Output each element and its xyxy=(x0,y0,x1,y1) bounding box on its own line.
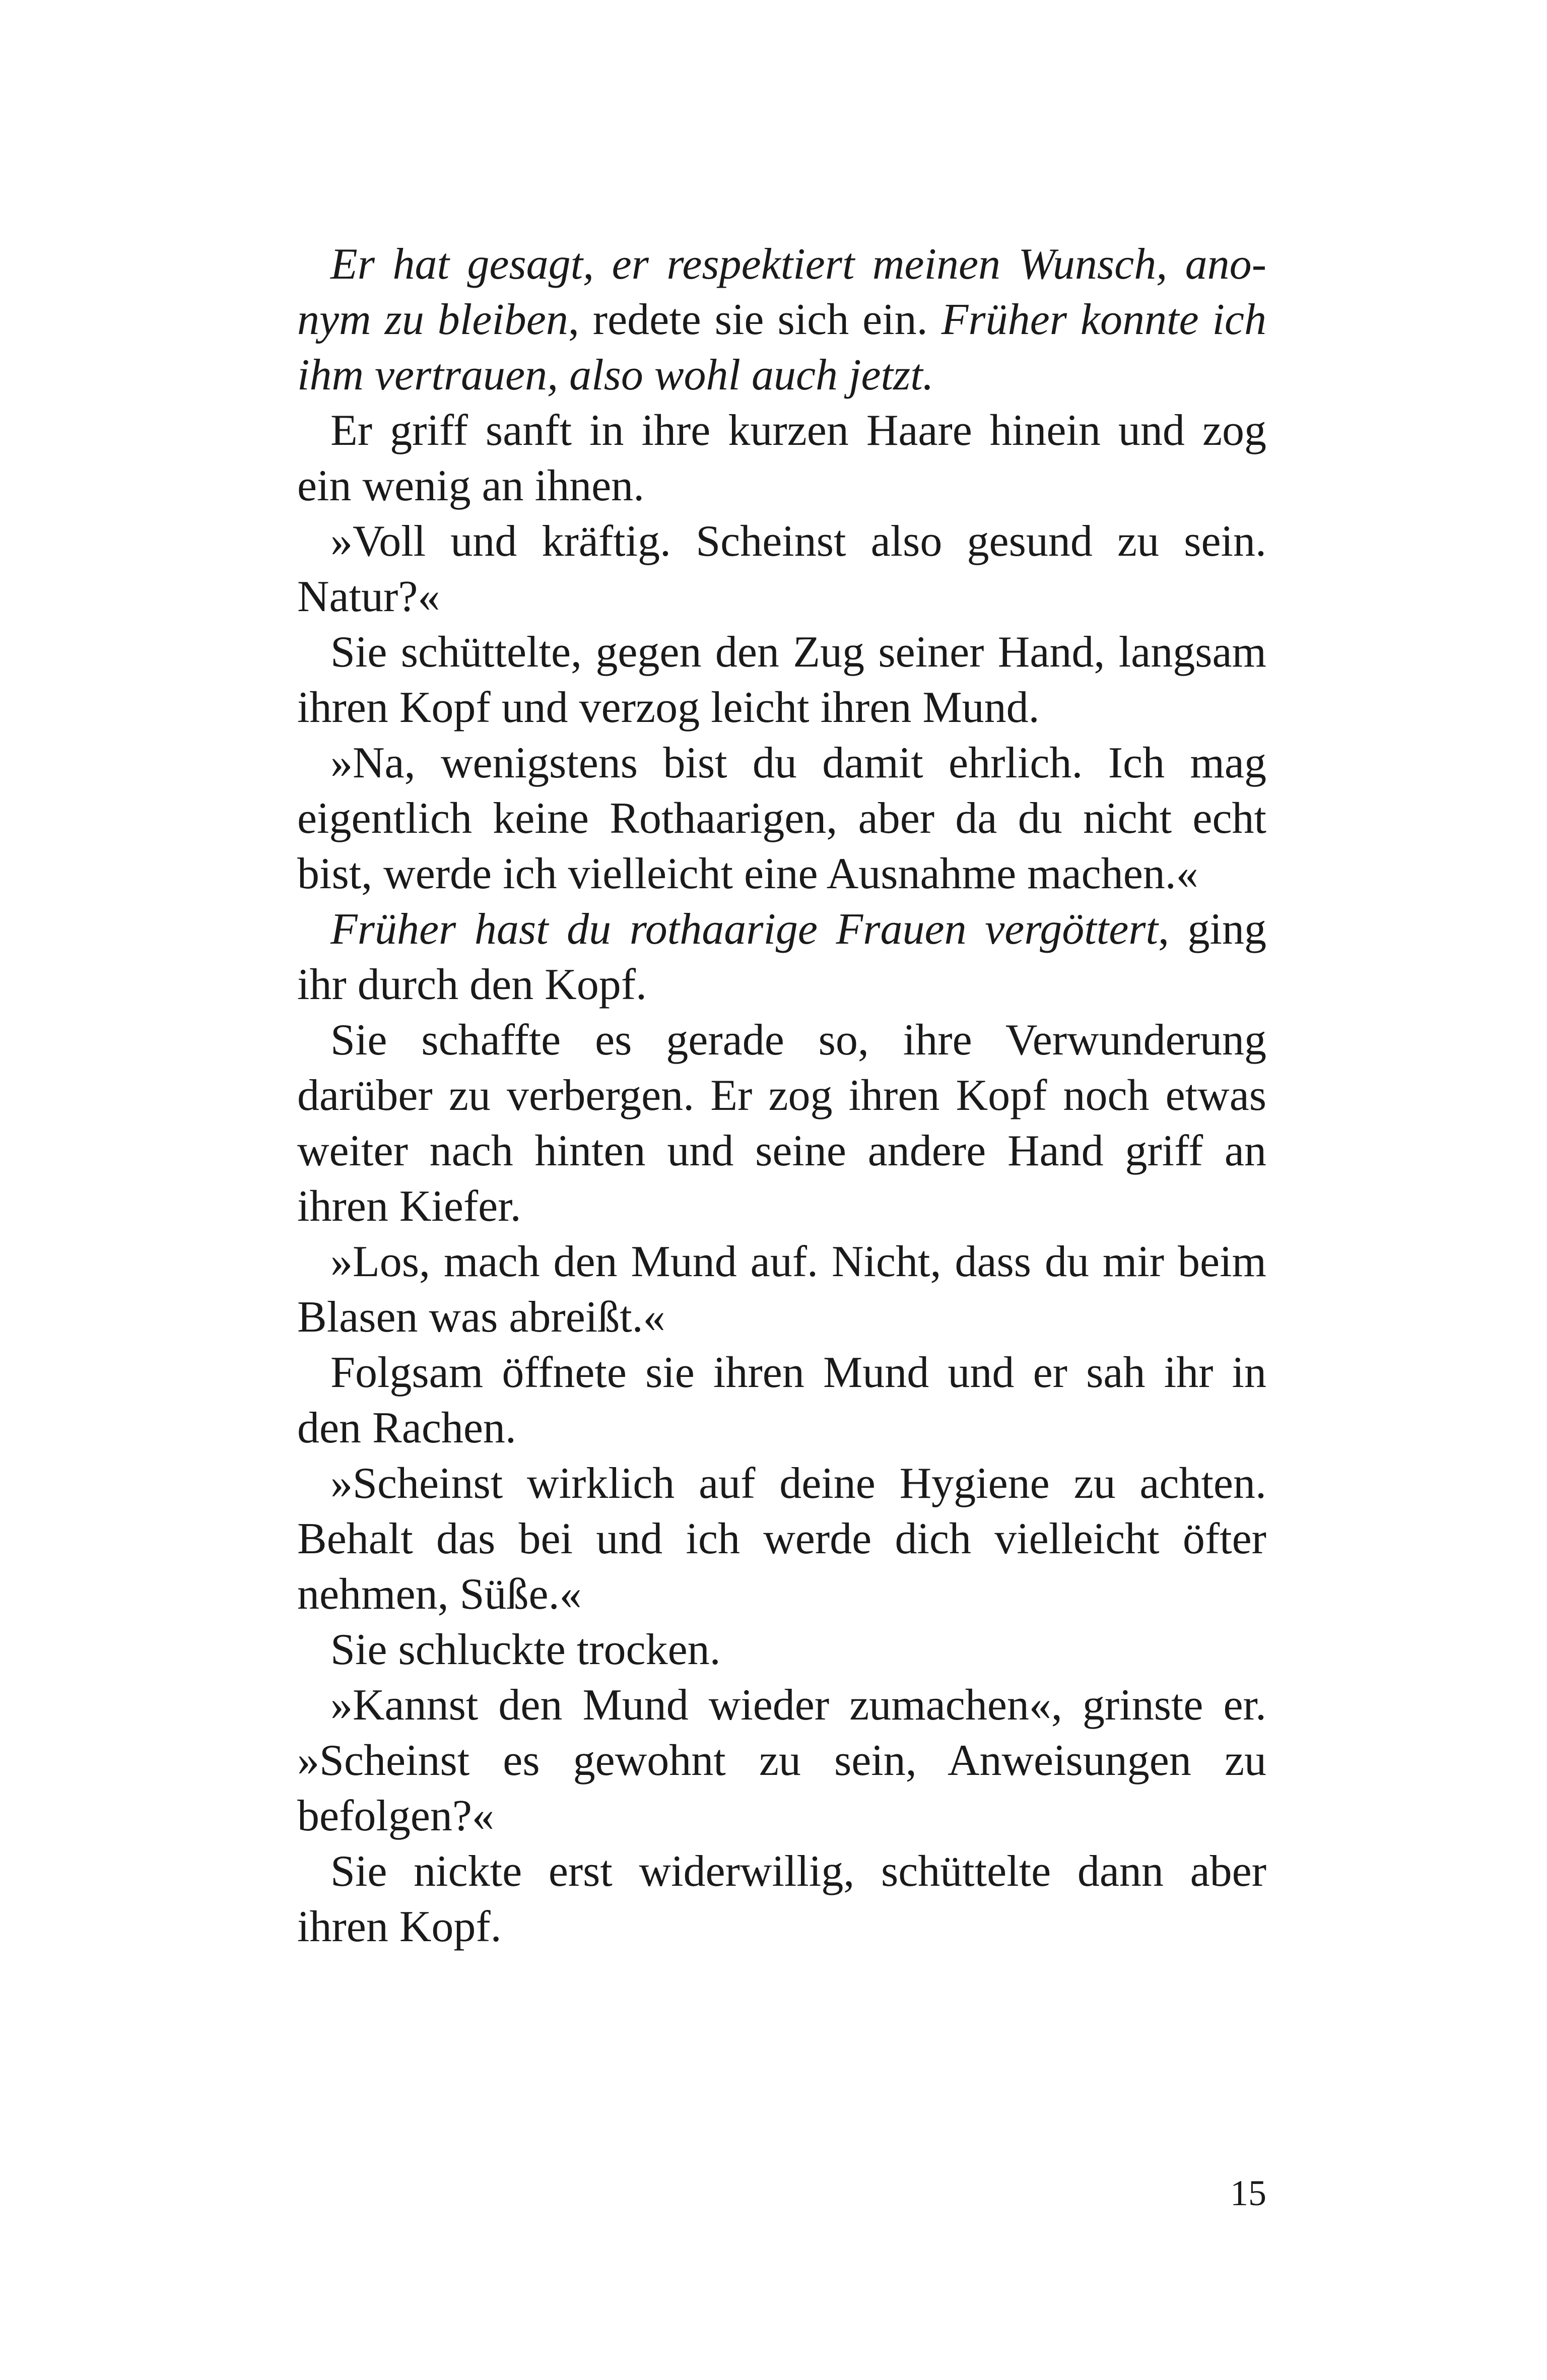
text-segment: »Voll und kräftig. Scheinst also gesund zu sein. Natur?« xyxy=(297,517,1266,621)
text-segment: Folgsam öffnete sie ihren Mund und er sah ihr in den Rachen. xyxy=(297,1348,1266,1452)
text-segment: , ging ihr durch den Kopf. xyxy=(297,905,1266,1009)
text-segment: Er griff sanft in ihre kurzen Haare hinein und zog ein wenig an ihnen. xyxy=(297,406,1266,510)
text-segment: Sie nickte erst widerwillig, schüttelte dann aber ihren Kopf. xyxy=(297,1847,1266,1951)
paragraph xyxy=(297,1622,1266,1678)
text-segment: »Los, mach den Mund auf. Nicht, dass du mir beim Blasen was abreißt.« xyxy=(297,1237,1266,1342)
text-segment: »Kannst den Mund wieder zumachen«, grinste er. »Scheinst es gewohnt zu sein, Anweisungen zu befolgen?« xyxy=(297,1681,1266,1840)
text-segment: »Scheinst wirklich auf deine Hygiene zu achten. Behalt das bei und ich werde dich vielleicht öfter nehmen, Süße.« xyxy=(297,1459,1266,1619)
page-number: 15 xyxy=(1230,2173,1266,2213)
paragraph xyxy=(297,736,1266,902)
paragraph xyxy=(297,1678,1266,1844)
italic-text-segment: Er hat gesagt, er respektiert meinen Wunsch, anonym zu bleiben xyxy=(297,240,1266,344)
text-segment: »Na, wenigstens bist du damit ehrlich. Ich mag eigentlich keine Rothaarigen, aber da du nicht echt bist, werde ich vielleicht eine Ausnahme machen.« xyxy=(297,739,1266,898)
paragraph xyxy=(297,625,1266,736)
paragraph xyxy=(297,1013,1266,1234)
paragraph xyxy=(297,403,1266,514)
text-segment: Sie schluckte trocken. xyxy=(330,1625,721,1674)
italic-text-segment: Früher konnte ich ihm vertrauen, also wohl auch jetzt. xyxy=(297,295,1266,400)
paragraph xyxy=(297,1456,1266,1622)
paragraph xyxy=(297,1844,1266,1955)
paragraph xyxy=(297,514,1266,625)
text-segment: , redete sie sich ein. xyxy=(568,295,941,344)
text-segment: Sie schüttelte, gegen den Zug seiner Hand, langsam ihren Kopf und verzog leicht ihren Mund. xyxy=(297,628,1266,732)
paragraph xyxy=(297,237,1266,403)
paragraph xyxy=(297,1345,1266,1456)
body-text xyxy=(297,237,1266,1955)
italic-text-segment: Früher hast du rothaarige Frauen vergöttert xyxy=(330,905,1158,954)
text-segment: Sie schaffte es gerade so, ihre Verwunderung darüber zu verbergen. Er zog ihren Kopf noch etwas weiter nach hinten und seine andere Hand griff an ihren Kiefer. xyxy=(297,1016,1266,1231)
paragraph xyxy=(297,902,1266,1013)
paragraph xyxy=(297,1234,1266,1345)
